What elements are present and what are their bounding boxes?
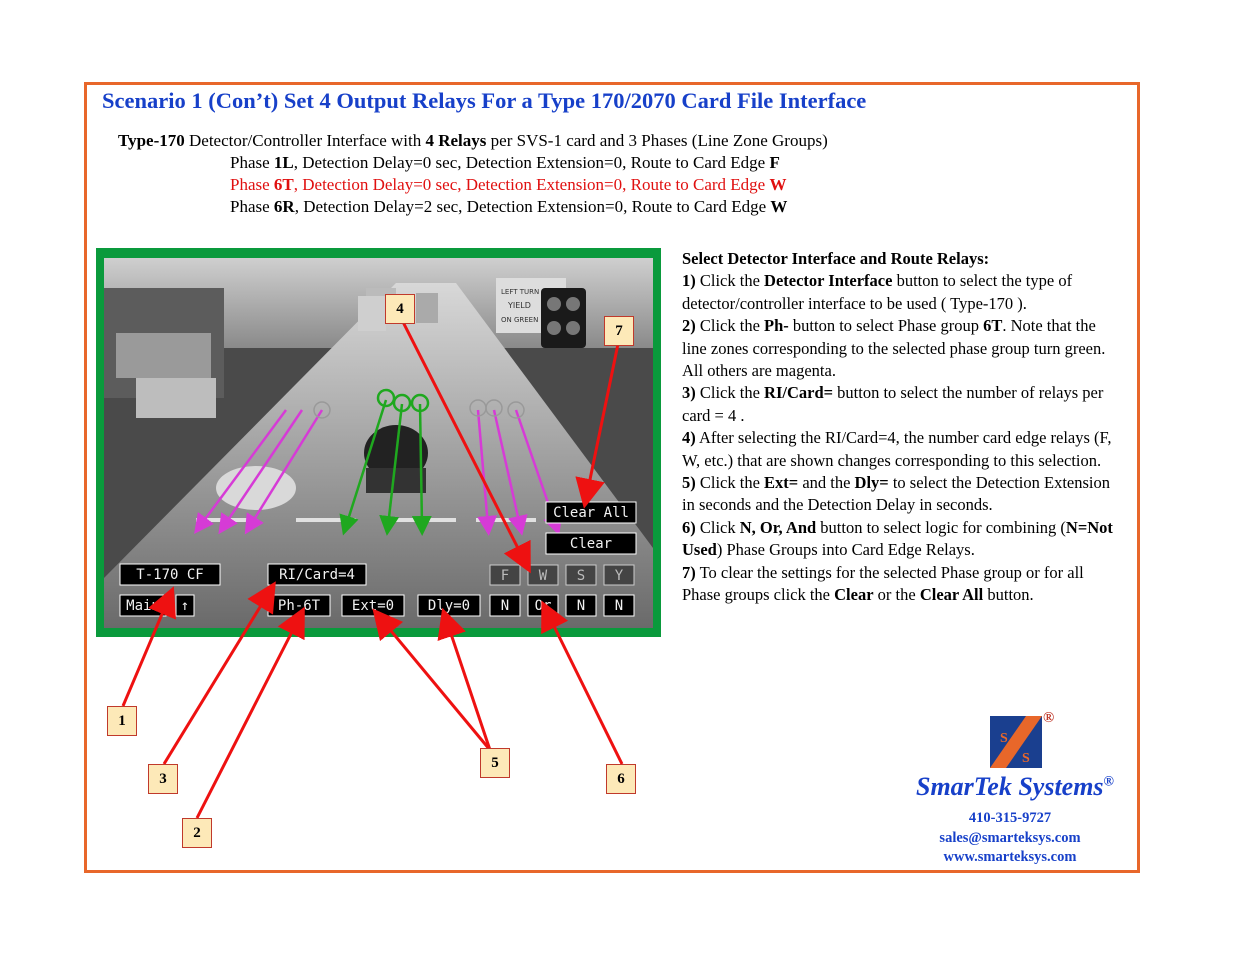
- intro-text1: Detector/Controller Interface with: [184, 131, 426, 150]
- logic-label: N: [614, 598, 624, 614]
- company-website[interactable]: www.smarteksys.com: [943, 849, 1077, 865]
- phase-line-6r: [230, 196, 787, 218]
- truck: [358, 296, 386, 331]
- phase-details: , Detection Delay=2 sec, Detection Extension=0, Route to Card Edge: [294, 197, 771, 216]
- step-2: 2) Click the Ph- button to select Phase group 6T. Note that the line zones corresponding to the selected phase group turn green. All others are magenta.: [682, 316, 1106, 381]
- logo-mark-icon: [990, 716, 1042, 768]
- clear-all-button[interactable]: [546, 502, 636, 523]
- logic-button-4[interactable]: [604, 595, 634, 616]
- phase-details: , Detection Delay=0 sec, Detection Extension=0, Route to Card Edge: [293, 153, 770, 172]
- callout-3: 3: [148, 764, 178, 794]
- intro-text2: per SVS-1 card and 3 Phases (Line Zone Groups): [486, 131, 828, 150]
- callout-7: 7: [604, 316, 634, 346]
- logo-letter: S: [1000, 731, 1008, 746]
- phase-details: , Detection Delay=0 sec, Detection Extension=0, Route to Card Edge: [293, 175, 770, 194]
- edge-label: F: [500, 568, 510, 584]
- callout-5: 5: [480, 748, 510, 778]
- step-4: 4) After selecting the RI/Card=4, the number card edge relays (F, W, etc.) that are shown changes corresponding to this selection.: [682, 428, 1112, 470]
- logic-button-2[interactable]: [528, 595, 558, 616]
- sign-line-1: LEFT TURN: [501, 288, 540, 296]
- callout-2: 2: [182, 818, 212, 848]
- main-label: Main: [126, 598, 160, 614]
- ri-card-label: RI/Card=4: [279, 567, 355, 583]
- ext-button-label: Ext=0: [351, 598, 395, 614]
- edge-button-w[interactable]: [528, 565, 558, 585]
- ri-card-button[interactable]: [268, 564, 366, 585]
- edge-button-y[interactable]: [604, 565, 634, 585]
- step-3: 3) Click the RI/Card= button to select the number of relays per card = 4 .: [682, 383, 1104, 425]
- instructions-panel: [682, 248, 1122, 607]
- phase-prefix: Phase: [230, 153, 274, 172]
- up-arrow-button[interactable]: [176, 595, 194, 616]
- logic-button-3[interactable]: [566, 595, 596, 616]
- detector-interface-button[interactable]: [120, 564, 220, 585]
- instructions-heading: Select Detector Interface and Route Relays:: [682, 249, 990, 268]
- company-phone: 410-315-9727: [968, 810, 1052, 826]
- phase-prefix: Phase: [230, 175, 274, 194]
- company-email[interactable]: sales@smarteksys.com: [939, 830, 1081, 846]
- clear-label: Clear: [569, 536, 613, 552]
- phase-edge: W: [769, 175, 787, 194]
- company-logo: [905, 710, 1125, 870]
- step-7: 7) To clear the settings for the selected Phase group or for all Phase groups click the Clear or the Clear All button.: [682, 562, 1084, 605]
- callout-4: 4: [385, 294, 415, 324]
- callout-1: 1: [107, 706, 137, 736]
- camera-view: [96, 248, 661, 637]
- sign-line-2: YIELD: [508, 301, 531, 310]
- up-arrow-icon: ↑: [180, 598, 190, 614]
- main-button[interactable]: [120, 595, 166, 616]
- edge-label: S: [576, 568, 586, 584]
- step-1: 1) Click the Detector Interface button to select the type of detector/controller interface to be used ( Type-170 ).: [682, 271, 1073, 313]
- company-name-text: SmarTek Systems: [915, 772, 1104, 801]
- page-title: Scenario 1 (Con’t) Set 4 Output Relays For a Type 170/2070 Card File Interface: [102, 88, 867, 113]
- company-name: [905, 772, 1125, 802]
- company-name-reg: ®: [1103, 774, 1115, 790]
- sign-line-3: ON GREEN: [501, 316, 539, 324]
- logic-label: N: [576, 598, 586, 614]
- dly-button[interactable]: [418, 595, 480, 616]
- intro-relays: 4 Relays: [425, 131, 487, 150]
- phase-line-1l: [230, 152, 780, 174]
- logic-label: N: [500, 598, 510, 614]
- phase-edge: W: [770, 197, 788, 216]
- phase-edge: F: [769, 153, 780, 172]
- edge-button-f[interactable]: [490, 565, 520, 585]
- camera-screenshot: [96, 248, 661, 637]
- phase-line-6t: [230, 174, 786, 196]
- logo-letter: S: [1022, 751, 1030, 766]
- clear-all-label: Clear All: [553, 505, 629, 521]
- intro-line: [118, 130, 828, 152]
- phase-id: 6T: [273, 175, 294, 194]
- edge-label: Y: [614, 568, 624, 584]
- logic-label: Or: [534, 598, 552, 614]
- callout-6: 6: [606, 764, 636, 794]
- phase-button[interactable]: [268, 595, 330, 616]
- phase-id: 6R: [273, 197, 295, 216]
- edge-label: W: [538, 568, 548, 584]
- detector-interface-label: T-170 CF: [136, 567, 204, 583]
- traffic-signal: [541, 288, 586, 348]
- ext-button[interactable]: [342, 595, 404, 616]
- intro-type: Type-170: [118, 131, 185, 150]
- clear-button[interactable]: [546, 533, 636, 554]
- step-6: 6) Click N, Or, And button to select logic for combining (N=Not Used) Phase Groups into Card Edge Relays.: [682, 517, 1113, 560]
- logic-button-1[interactable]: [490, 595, 520, 616]
- step-5: 5) Click the Ext= and the Dly= to select the Detection Extension in seconds and the Detection Delay in seconds.: [682, 473, 1111, 515]
- edge-button-s[interactable]: [566, 565, 596, 585]
- phase-prefix: Phase: [230, 197, 274, 216]
- phase-id: 1L: [273, 153, 294, 172]
- dly-button-label: Dly=0: [427, 598, 471, 614]
- phase-button-label: Ph-6T: [277, 598, 321, 614]
- logo-registered-mark: ®: [1043, 710, 1055, 726]
